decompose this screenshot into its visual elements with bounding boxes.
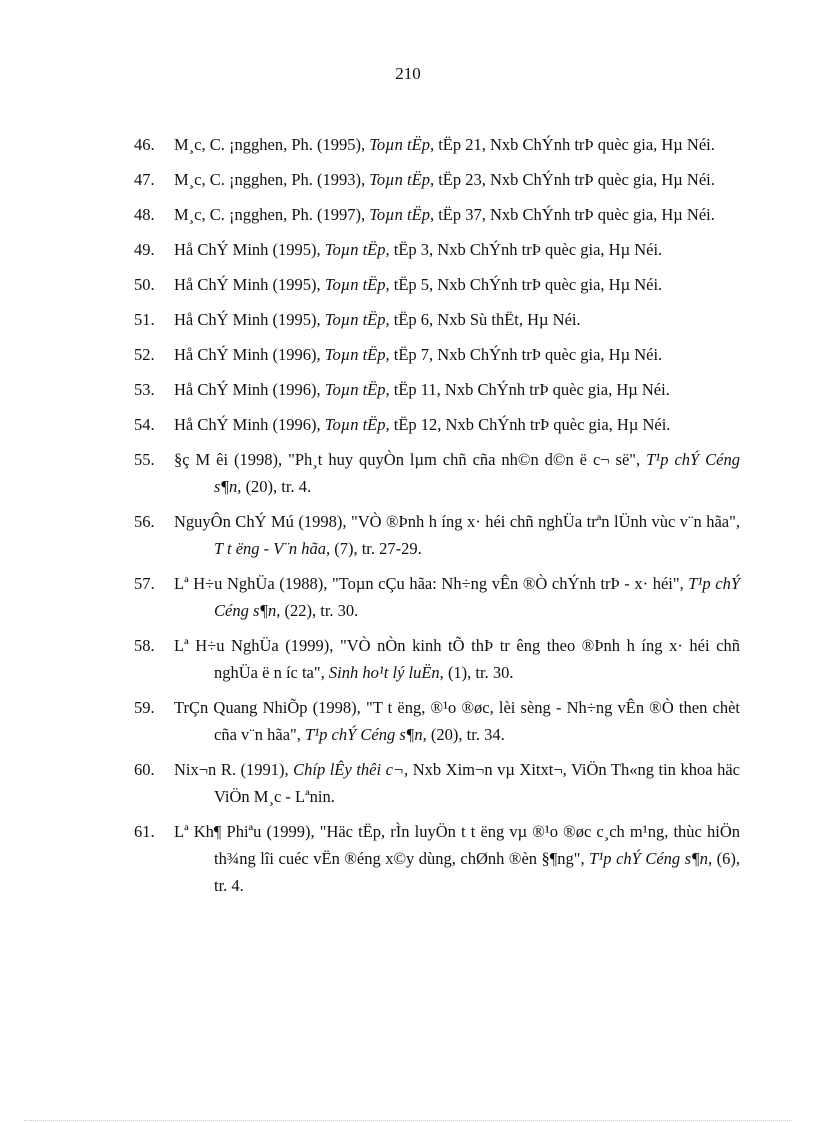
reference-title: T¹p chÝ Céng s¶n, — [589, 849, 713, 868]
reference-number: 46. — [134, 135, 155, 154]
reference-text — [174, 271, 740, 298]
reference-text — [174, 632, 740, 686]
reference-number: 59. — [134, 698, 155, 717]
reference-number: 58. — [134, 636, 155, 655]
reference-item — [134, 166, 740, 193]
reference-segment: Hå ChÝ Minh (1995), — [174, 310, 325, 329]
reference-number: 57. — [134, 574, 155, 593]
reference-item — [134, 756, 740, 810]
reference-item — [134, 508, 740, 562]
reference-title: Toµn tËp, — [324, 275, 390, 294]
reference-number: 51. — [134, 310, 155, 329]
reference-segment: tËp 21, Nxb ChÝnh trÞ quèc gia, Hµ Néi. — [434, 135, 715, 154]
reference-item — [134, 376, 740, 403]
reference-number: 52. — [134, 345, 155, 364]
reference-item — [134, 341, 740, 368]
reference-item — [134, 818, 740, 899]
reference-item — [134, 236, 740, 263]
reference-text — [174, 306, 740, 333]
reference-segment: Lª H÷u NghÜa (1988), "Toµn cÇu hãa: Nh÷ng vÊn ®Ò chÝnh trÞ - x· héi", — [174, 574, 689, 593]
reference-item — [134, 446, 740, 500]
reference-segment: M¸c, C. ¡ngghen, Ph. (1993), — [174, 170, 370, 189]
reference-item — [134, 131, 740, 158]
reference-title: T¹p chÝ Céng s¶n, — [305, 725, 427, 744]
reference-segment: tËp 37, Nxb ChÝnh trÞ quèc gia, Hµ Néi. — [434, 205, 715, 224]
reference-item — [134, 411, 740, 438]
reference-title: T t ëng - V¨n hãa, — [214, 539, 331, 558]
reference-item — [134, 306, 740, 333]
reference-text — [174, 166, 740, 193]
reference-title: T¹p chÝ Céng s¶n, — [214, 574, 740, 620]
reference-segment: M¸c, C. ¡ngghen, Ph. (1995), — [174, 135, 370, 154]
reference-segment: Lª H÷u NghÜa (1999), "VÒ nÒn kinh tÕ thÞ tr êng theo ®Þnh h íng x· héi chñ nghÜa ë n íc ta", — [174, 636, 740, 682]
reference-segment: tËp 6, Nxb Sù thËt, Hµ Néi. — [389, 310, 581, 329]
reference-title: Toµn tËp, — [324, 345, 390, 364]
reference-segment: M¸c, C. ¡ngghen, Ph. (1997), — [174, 205, 370, 224]
reference-number: 61. — [134, 822, 155, 841]
reference-segment: (20), tr. 34. — [426, 725, 505, 744]
reference-number: 50. — [134, 275, 155, 294]
page-number: 210 — [395, 64, 421, 83]
reference-text — [174, 818, 740, 899]
reference-segment: §ç M êi (1998), "Ph¸t huy quyÒn lµm chñ cña nh©n d©n ë c¬ së", — [174, 450, 647, 469]
reference-title: Toµn tËp, — [324, 415, 390, 434]
reference-title: Sinh ho¹t lý luËn, — [328, 663, 444, 682]
reference-segment: Nix¬n R. (1991), — [174, 760, 294, 779]
reference-segment: Hå ChÝ Minh (1996), — [174, 415, 325, 434]
reference-segment: (6), tr. 4. — [214, 849, 740, 895]
reference-number: 54. — [134, 415, 155, 434]
reference-text — [174, 341, 740, 368]
reference-segment: Hå ChÝ Minh (1996), — [174, 345, 325, 364]
reference-text — [174, 131, 740, 158]
reference-segment: tËp 5, Nxb ChÝnh trÞ quèc gia, Hµ Néi. — [389, 275, 663, 294]
reference-number: 60. — [134, 760, 155, 779]
reference-title: Toµn tËp, — [324, 240, 390, 259]
reference-text — [174, 570, 740, 624]
reference-item — [134, 632, 740, 686]
reference-segment: Hå ChÝ Minh (1996), — [174, 380, 325, 399]
reference-segment: tËp 23, Nxb ChÝnh trÞ quèc gia, Hµ Néi. — [434, 170, 715, 189]
reference-title: Chíp lÊy thêi c¬, — [293, 760, 409, 779]
reference-number: 53. — [134, 380, 155, 399]
reference-item — [134, 201, 740, 228]
reference-segment: Hå ChÝ Minh (1995), — [174, 275, 325, 294]
reference-number: 55. — [134, 450, 155, 469]
reference-segment: tËp 7, Nxb ChÝnh trÞ quèc gia, Hµ Néi. — [389, 345, 663, 364]
reference-segment: (1), tr. 30. — [443, 663, 514, 682]
reference-number: 47. — [134, 170, 155, 189]
reference-title: Toµn tËp, — [324, 380, 390, 399]
reference-title: T¹p chÝ Céng s¶n, — [214, 450, 740, 496]
reference-number: 56. — [134, 512, 155, 531]
reference-number: 49. — [134, 240, 155, 259]
reference-segment: Nxb Xim¬n vµ Xitxt¬, ViÖn Th«ng tin khoa häc ViÖn M¸c - Lªnin. — [214, 760, 740, 806]
reference-title: Toµn tËp, — [369, 205, 435, 224]
reference-text — [174, 508, 740, 562]
reference-segment: tËp 3, Nxb ChÝnh trÞ quèc gia, Hµ Néi. — [389, 240, 663, 259]
reference-segment: (22), tr. 30. — [280, 601, 359, 620]
reference-segment: TrÇn Quang NhiÕp (1998), "T t ëng, ®¹o ®øc, lèi sèng - Nh÷ng vÊn ®Ò then chèt cña v¨n hãa", — [174, 698, 740, 744]
reference-segment: Lª Kh¶ Phiªu (1999), "Häc tËp, rÌn luyÖn t t ëng vµ ®¹o ®øc c¸ch m¹ng, thùc hiÖn th¾ng lîi cuéc vËn ®éng x©y dùng, chØnh ®èn §¶ng", — [174, 822, 740, 868]
reference-text — [174, 236, 740, 263]
reference-title: Toµn tËp, — [369, 170, 435, 189]
reference-text — [174, 201, 740, 228]
reference-list — [134, 131, 740, 907]
reference-segment: tËp 11, Nxb ChÝnh trÞ quèc gia, Hµ Néi. — [389, 380, 670, 399]
bottom-divider — [24, 1120, 792, 1121]
reference-segment: (20), tr. 4. — [241, 477, 312, 496]
reference-text — [174, 411, 740, 438]
reference-segment: (7), tr. 27-29. — [330, 539, 422, 558]
reference-segment: NguyÔn ChÝ Mú (1998), "VÒ ®Þnh h íng x· héi chñ nghÜa trªn lÜnh vùc v¨n hãa", — [174, 512, 740, 531]
reference-text — [174, 446, 740, 500]
reference-number: 48. — [134, 205, 155, 224]
reference-item — [134, 271, 740, 298]
reference-item — [134, 694, 740, 748]
reference-text — [174, 694, 740, 748]
reference-text — [174, 376, 740, 403]
reference-segment: tËp 12, Nxb ChÝnh trÞ quèc gia, Hµ Néi. — [389, 415, 671, 434]
reference-item — [134, 570, 740, 624]
reference-segment: Hå ChÝ Minh (1995), — [174, 240, 325, 259]
reference-title: Toµn tËp, — [369, 135, 435, 154]
reference-text — [174, 756, 740, 810]
reference-title: Toµn tËp, — [324, 310, 390, 329]
